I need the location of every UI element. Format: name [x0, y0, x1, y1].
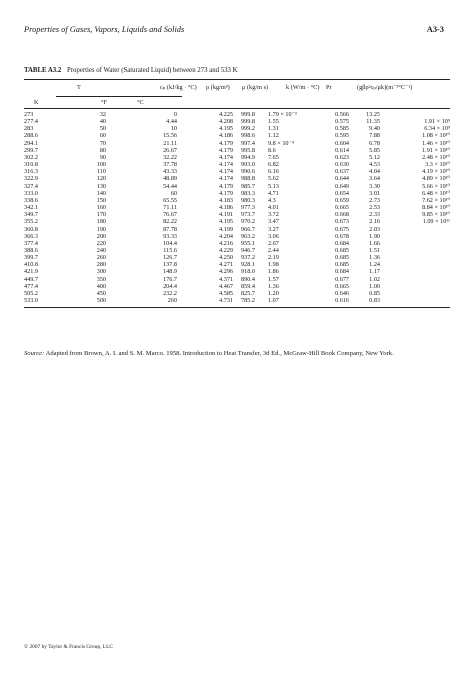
cell-k: 0.646 [335, 289, 349, 297]
cell-t-f: 60 [99, 132, 106, 140]
cell-t-k: 377.4 [24, 239, 38, 247]
cell-rho: 988.8 [241, 175, 255, 183]
cell-k: 0.616 [335, 297, 349, 305]
cell-cp: 4.186 [219, 132, 233, 140]
cell-t-f: 280 [96, 261, 106, 269]
cell-t-c: 15.56 [163, 132, 177, 140]
cell-t-f: 130 [96, 182, 106, 190]
cell-t-k: 360.8 [24, 225, 38, 233]
cell-k: 0.654 [335, 189, 349, 197]
cell-mu: 1.12 [268, 132, 279, 140]
cell-t-f: 90 [99, 153, 106, 161]
cell-t-k: 277.4 [24, 118, 38, 126]
table-row [24, 283, 450, 290]
cell-t-f: 180 [96, 218, 106, 226]
header-cp: cₚ (kJ/kg · °C) [160, 84, 197, 91]
cell-pr: 2.53 [369, 204, 380, 212]
cell-pr: 4.53 [369, 161, 380, 169]
cell-rho: 859.4 [241, 282, 255, 290]
cell-group [380, 276, 450, 283]
cell-pr: 5.12 [369, 153, 380, 161]
cell-group [380, 226, 450, 233]
cell-cp: 4.204 [219, 232, 233, 240]
cell-k: 0.623 [335, 153, 349, 161]
table-row [24, 268, 450, 275]
cell-mu: 3.27 [268, 225, 279, 233]
cell-pr: 0.83 [369, 297, 380, 305]
cell-t-c: 115.6 [163, 246, 177, 254]
cell-t-c: 26.67 [163, 146, 177, 154]
cell-t-c: 148.9 [163, 268, 177, 276]
cell-rho: 995.8 [241, 146, 255, 154]
cell-t-c: 204.4 [163, 282, 177, 290]
cell-cp: 4.225 [219, 111, 233, 118]
table-row [24, 247, 450, 254]
cell-t-k: 388.6 [24, 246, 38, 254]
header-rho: ρ (kg/m³) [206, 84, 230, 91]
cell-pr: 1.17 [369, 268, 380, 276]
cell-cp: 4.296 [219, 268, 233, 276]
table-row [24, 161, 450, 168]
cell-t-c: 60 [170, 189, 177, 197]
cell-t-k: 322.9 [24, 175, 38, 183]
cell-cp: 4.199 [219, 225, 233, 233]
cell-pr: 2.03 [369, 225, 380, 233]
cell-rho: 993.0 [241, 161, 255, 169]
top-rule [24, 79, 450, 80]
table-row [24, 276, 450, 283]
table-row [24, 183, 450, 190]
cell-group [380, 111, 450, 118]
cell-pr: 11.35 [366, 118, 380, 126]
cell-k: 0.630 [335, 161, 349, 169]
cell-group [380, 233, 450, 240]
source-lead: Source: [24, 350, 45, 357]
cell-mu: 7.65 [268, 153, 279, 161]
cell-mu: 3.47 [268, 218, 279, 226]
cell-t-f: 32 [99, 111, 106, 118]
cell-pr: 2.16 [369, 218, 380, 226]
cell-k: 0.684 [335, 239, 349, 247]
cell-mu: 1.07 [268, 297, 279, 305]
cell-t-k: 477.4 [24, 282, 38, 290]
cell-t-k: 421.9 [24, 268, 38, 276]
cell-k: 0.673 [335, 218, 349, 226]
cell-k: 0.595 [335, 132, 349, 140]
cell-t-f: 160 [96, 204, 106, 212]
cell-t-k: 366.3 [24, 232, 38, 240]
cell-t-c: 76.67 [163, 211, 177, 219]
cell-group: 4.19 × 10¹⁰ [422, 168, 450, 176]
cell-t-c: 54.44 [163, 182, 177, 190]
cell-pr: 3.30 [369, 182, 380, 190]
cell-cp: 4.174 [219, 153, 233, 161]
cell-group [380, 240, 450, 247]
cell-t-c: 65.55 [163, 196, 177, 204]
cell-rho: 918.0 [241, 268, 255, 276]
cell-t-f: 500 [96, 297, 106, 305]
cell-group [380, 254, 450, 261]
cell-group [380, 290, 450, 297]
cell-rho: 999.2 [241, 125, 255, 133]
cell-t-k: 283 [24, 125, 34, 133]
table-row [24, 168, 450, 175]
cell-rho: 983.3 [241, 189, 255, 197]
cell-cp: 4.174 [219, 175, 233, 183]
cell-mu: 1.55 [268, 118, 279, 126]
cell-t-c: 137.8 [163, 261, 177, 269]
cell-k: 0.678 [335, 232, 349, 240]
cell-k: 0.684 [335, 268, 349, 276]
cell-t-c: 232.2 [163, 289, 177, 297]
page-number: A3-3 [426, 25, 444, 34]
table-row [24, 125, 450, 132]
cell-mu: 5.62 [268, 175, 279, 183]
cell-t-f: 40 [99, 118, 106, 126]
header-c-unit: °C [137, 99, 144, 106]
cell-t-k: 449.7 [24, 275, 38, 283]
cell-t-k: 338.6 [24, 196, 38, 204]
cell-cp: 4.183 [219, 196, 233, 204]
cell-group: 1.91 × 10¹⁰ [422, 146, 450, 154]
table-row [24, 132, 450, 139]
cell-t-c: 32.22 [163, 153, 177, 161]
cell-rho: 977.3 [241, 204, 255, 212]
cell-k: 0.675 [335, 225, 349, 233]
cell-mu: 6.16 [268, 168, 279, 176]
cell-group: 5.66 × 10¹⁰ [422, 182, 450, 190]
cell-cp: 4.731 [219, 297, 233, 305]
cell-mu: 2.19 [268, 254, 279, 262]
cell-group: 3.3 × 10¹⁰ [425, 161, 450, 169]
cell-mu: 4.01 [268, 204, 279, 212]
cell-t-c: 126.7 [163, 254, 177, 262]
cell-t-k: 349.7 [24, 211, 38, 219]
cell-cp: 4.585 [219, 289, 233, 297]
cell-pr: 1.66 [369, 239, 380, 247]
cell-t-c: 37.78 [163, 161, 177, 169]
cell-t-f: 450 [96, 289, 106, 297]
cell-rho: 999.8 [241, 111, 255, 118]
cell-pr: 3.01 [369, 189, 380, 197]
cell-t-c: 4.44 [166, 118, 177, 126]
table-row [24, 154, 450, 161]
cell-rho: 997.4 [241, 139, 255, 147]
cell-t-c: 87.78 [163, 225, 177, 233]
cell-t-k: 273 [24, 111, 34, 118]
cell-k: 0.668 [335, 211, 349, 219]
cell-k: 0.575 [335, 118, 349, 126]
cell-k: 0.685 [335, 254, 349, 262]
cell-t-k: 294.1 [24, 139, 38, 147]
cell-t-f: 240 [96, 246, 106, 254]
cell-t-f: 150 [96, 196, 106, 204]
cell-pr: 7.88 [369, 132, 380, 140]
table-row [24, 190, 450, 197]
cell-t-f: 200 [96, 232, 106, 240]
cell-t-f: 80 [99, 146, 106, 154]
cell-rho: 928.1 [241, 261, 255, 269]
cell-rho: 825.7 [241, 289, 255, 297]
cell-cp: 4.229 [219, 246, 233, 254]
cell-cp: 4.371 [219, 275, 233, 283]
cell-cp: 4.467 [219, 282, 233, 290]
cell-mu: 4.71 [268, 189, 279, 197]
cell-cp: 4.174 [219, 161, 233, 169]
cell-mu: 8.6 [268, 146, 276, 154]
cell-k: 0.649 [335, 182, 349, 190]
cell-mu: 1.31 [268, 125, 279, 133]
cell-rho: 785.2 [241, 297, 255, 305]
cell-group: 4.89 × 10¹⁰ [422, 175, 450, 183]
table-row [24, 218, 450, 225]
cell-group [380, 261, 450, 268]
cell-group [380, 297, 450, 304]
cell-group: 2.48 × 10¹⁰ [422, 153, 450, 161]
cell-mu: 3.72 [268, 211, 279, 219]
table-row [24, 147, 450, 154]
cell-k: 0.585 [335, 125, 349, 133]
cell-t-f: 110 [96, 168, 106, 176]
header-k: k (W/m · °C) [286, 84, 320, 91]
cell-group: 1.09 × 10¹¹ [422, 218, 450, 226]
header-f-unit: °F [101, 99, 108, 106]
cell-pr: 9.40 [369, 125, 380, 133]
cell-k: 0.677 [335, 275, 349, 283]
cell-cp: 4.179 [219, 182, 233, 190]
cell-pr: 4.04 [369, 168, 380, 176]
cell-t-k: 355.2 [24, 218, 38, 226]
cell-pr: 3.64 [369, 175, 380, 183]
cell-t-k: 399.7 [24, 254, 38, 262]
cell-t-k: 333.0 [24, 189, 38, 197]
cell-t-c: 0 [173, 111, 177, 118]
cell-t-c: 21.11 [163, 139, 177, 147]
table-row [24, 261, 450, 268]
cell-cp: 4.195 [219, 218, 233, 226]
cell-t-c: 10 [170, 125, 177, 133]
table-row [24, 197, 450, 204]
table-row [24, 204, 450, 211]
cell-t-k: 505.2 [24, 289, 38, 297]
cell-cp: 4.208 [219, 118, 233, 126]
cell-t-k: 302.2 [24, 153, 38, 161]
cell-t-f: 350 [96, 275, 106, 283]
cell-pr: 13.25 [366, 111, 380, 118]
cell-t-f: 400 [96, 282, 106, 290]
cell-k: 0.614 [335, 146, 349, 154]
cell-cp: 4.179 [219, 146, 233, 154]
cell-t-f: 170 [96, 211, 106, 219]
cell-rho: 955.1 [241, 239, 255, 247]
cell-t-f: 220 [96, 239, 106, 247]
table-row [24, 290, 450, 297]
cell-t-c: 260 [167, 297, 177, 305]
cell-rho: 937.2 [241, 254, 255, 262]
header-group: (gβρ²cₚ/μk)(m⁻³°C⁻¹) [357, 84, 413, 91]
cell-pr: 1.24 [369, 261, 380, 269]
source-note [24, 349, 448, 358]
cell-group: 1.08 × 10¹⁰ [422, 132, 450, 140]
table-row [24, 175, 450, 182]
cell-t-k: 299.7 [24, 146, 38, 154]
cell-k: 0.566 [335, 111, 349, 118]
cell-cp: 4.174 [219, 168, 233, 176]
table-row [24, 240, 450, 247]
cell-t-f: 260 [96, 254, 106, 262]
cell-pr: 1.36 [369, 254, 380, 262]
cell-cp: 4.216 [219, 239, 233, 247]
cell-rho: 973.7 [241, 211, 255, 219]
cell-cp: 4.195 [219, 125, 233, 133]
cell-mu: 1.79 × 10⁻³ [268, 111, 297, 118]
table-row [24, 111, 450, 118]
cell-t-c: 82.22 [163, 218, 177, 226]
cell-k: 0.685 [335, 246, 349, 254]
cell-t-k: 533.0 [24, 297, 38, 305]
cell-rho: 946.7 [241, 246, 255, 254]
cell-mu: 1.57 [268, 275, 279, 283]
cell-t-k: 316.3 [24, 168, 38, 176]
cell-mu: 4.3 [268, 196, 276, 204]
cell-rho: 998.6 [241, 132, 255, 140]
cell-k: 0.685 [335, 261, 349, 269]
table-row [24, 118, 450, 125]
cell-mu: 2.67 [268, 239, 279, 247]
cell-t-f: 120 [96, 175, 106, 183]
cell-t-f: 140 [96, 189, 106, 197]
cell-mu: 3.06 [268, 232, 279, 240]
cell-rho: 970.2 [241, 218, 255, 226]
cell-group [380, 247, 450, 254]
cell-k: 0.665 [335, 282, 349, 290]
table-row [24, 233, 450, 240]
cell-pr: 5.85 [369, 146, 380, 154]
cell-t-c: 48.89 [163, 175, 177, 183]
running-title: Properties of Gases, Vapors, Liquids and Solids [24, 25, 185, 34]
cell-t-f: 100 [96, 161, 106, 169]
cell-mu: 1.36 [268, 282, 279, 290]
cell-t-c: 93.33 [163, 232, 177, 240]
cell-mu: 1.20 [268, 289, 279, 297]
cell-t-c: 104.4 [163, 239, 177, 247]
cell-group: 7.62 × 10¹⁰ [422, 196, 450, 204]
cell-cp: 4.179 [219, 139, 233, 147]
water-properties-table [24, 111, 450, 304]
cell-group: 1.91 × 10⁹ [424, 118, 450, 126]
header-mu: μ (kg/m s) [242, 84, 269, 91]
header-pr: Pr [326, 84, 332, 91]
cell-group: 6.48 × 10¹⁰ [422, 189, 450, 197]
cell-group [380, 283, 450, 290]
header-k-unit: K [34, 99, 39, 106]
table-row [24, 140, 450, 147]
cell-pr: 1.02 [369, 275, 380, 283]
table-row [24, 226, 450, 233]
cell-k: 0.644 [335, 175, 349, 183]
table-row [24, 254, 450, 261]
cell-cp: 4.250 [219, 254, 233, 262]
cell-cp: 4.179 [219, 189, 233, 197]
cell-mu: 6.82 [268, 161, 279, 169]
cell-pr: 1.51 [369, 246, 380, 254]
cell-t-k: 342.1 [24, 204, 38, 212]
cell-mu: 5.13 [268, 182, 279, 190]
cell-t-k: 410.8 [24, 261, 38, 269]
cell-pr: 2.33 [369, 211, 380, 219]
cell-t-k: 310.8 [24, 161, 38, 169]
cell-pr: 0.85 [369, 289, 380, 297]
cell-k: 0.659 [335, 196, 349, 204]
running-head [24, 25, 444, 39]
cell-pr: 1.90 [369, 232, 380, 240]
cell-t-c: 71.11 [163, 204, 177, 212]
t-span-rule [56, 96, 182, 97]
cell-pr: 1.00 [369, 282, 380, 290]
cell-mu: 9.8 × 10⁻⁴ [268, 139, 294, 147]
cell-pr: 6.78 [369, 139, 380, 147]
cell-k: 0.637 [335, 168, 349, 176]
cell-group [380, 268, 450, 275]
cell-rho: 980.3 [241, 196, 255, 204]
header-t: T [77, 84, 81, 91]
cell-rho: 966.7 [241, 225, 255, 233]
cell-cp: 4.191 [219, 211, 233, 219]
header-rule [24, 108, 450, 109]
cell-group: 1.46 × 10¹⁰ [422, 139, 450, 147]
cell-k: 0.604 [335, 139, 349, 147]
cell-rho: 890.4 [241, 275, 255, 283]
cell-cp: 4.271 [219, 261, 233, 269]
cell-rho: 985.7 [241, 182, 255, 190]
cell-t-c: 43.33 [163, 168, 177, 176]
cell-t-k: 327.4 [24, 182, 38, 190]
cell-rho: 999.8 [241, 118, 255, 126]
cell-t-f: 300 [96, 268, 106, 276]
cell-group: 9.85 × 10¹⁰ [422, 211, 450, 219]
table-caption [24, 67, 238, 74]
cell-rho: 990.6 [241, 168, 255, 176]
cell-t-f: 50 [99, 125, 106, 133]
source-text: Adapted from Brown, A. I. and S. M. Marco. 1958. Introduction to Heat Transfer, 3d Ed., McGraw-Hill Book Company, New York. [45, 350, 394, 357]
table-row [24, 211, 450, 218]
table-title: Properties of Water (Saturated Liquid) between 273 and 533 K [66, 67, 238, 74]
cell-mu: 1.86 [268, 268, 279, 276]
bottom-rule [24, 307, 450, 308]
cell-t-k: 288.6 [24, 132, 38, 140]
copyright-footer: © 2007 by Taylor & Francis Group, LLC [24, 644, 113, 650]
cell-t-f: 190 [96, 225, 106, 233]
cell-pr: 2.73 [369, 196, 380, 204]
cell-t-f: 70 [99, 139, 106, 147]
cell-rho: 963.2 [241, 232, 255, 240]
table-row [24, 297, 450, 304]
table-label: TABLE A3.2 [24, 67, 62, 74]
cell-group: 8.84 × 10¹⁰ [422, 204, 450, 212]
cell-rho: 994.9 [241, 153, 255, 161]
cell-t-c: 176.7 [163, 275, 177, 283]
cell-k: 0.665 [335, 204, 349, 212]
cell-cp: 4.186 [219, 204, 233, 212]
cell-group: 6.34 × 10⁹ [424, 125, 450, 133]
cell-mu: 2.44 [268, 246, 279, 254]
cell-mu: 1.98 [268, 261, 279, 269]
